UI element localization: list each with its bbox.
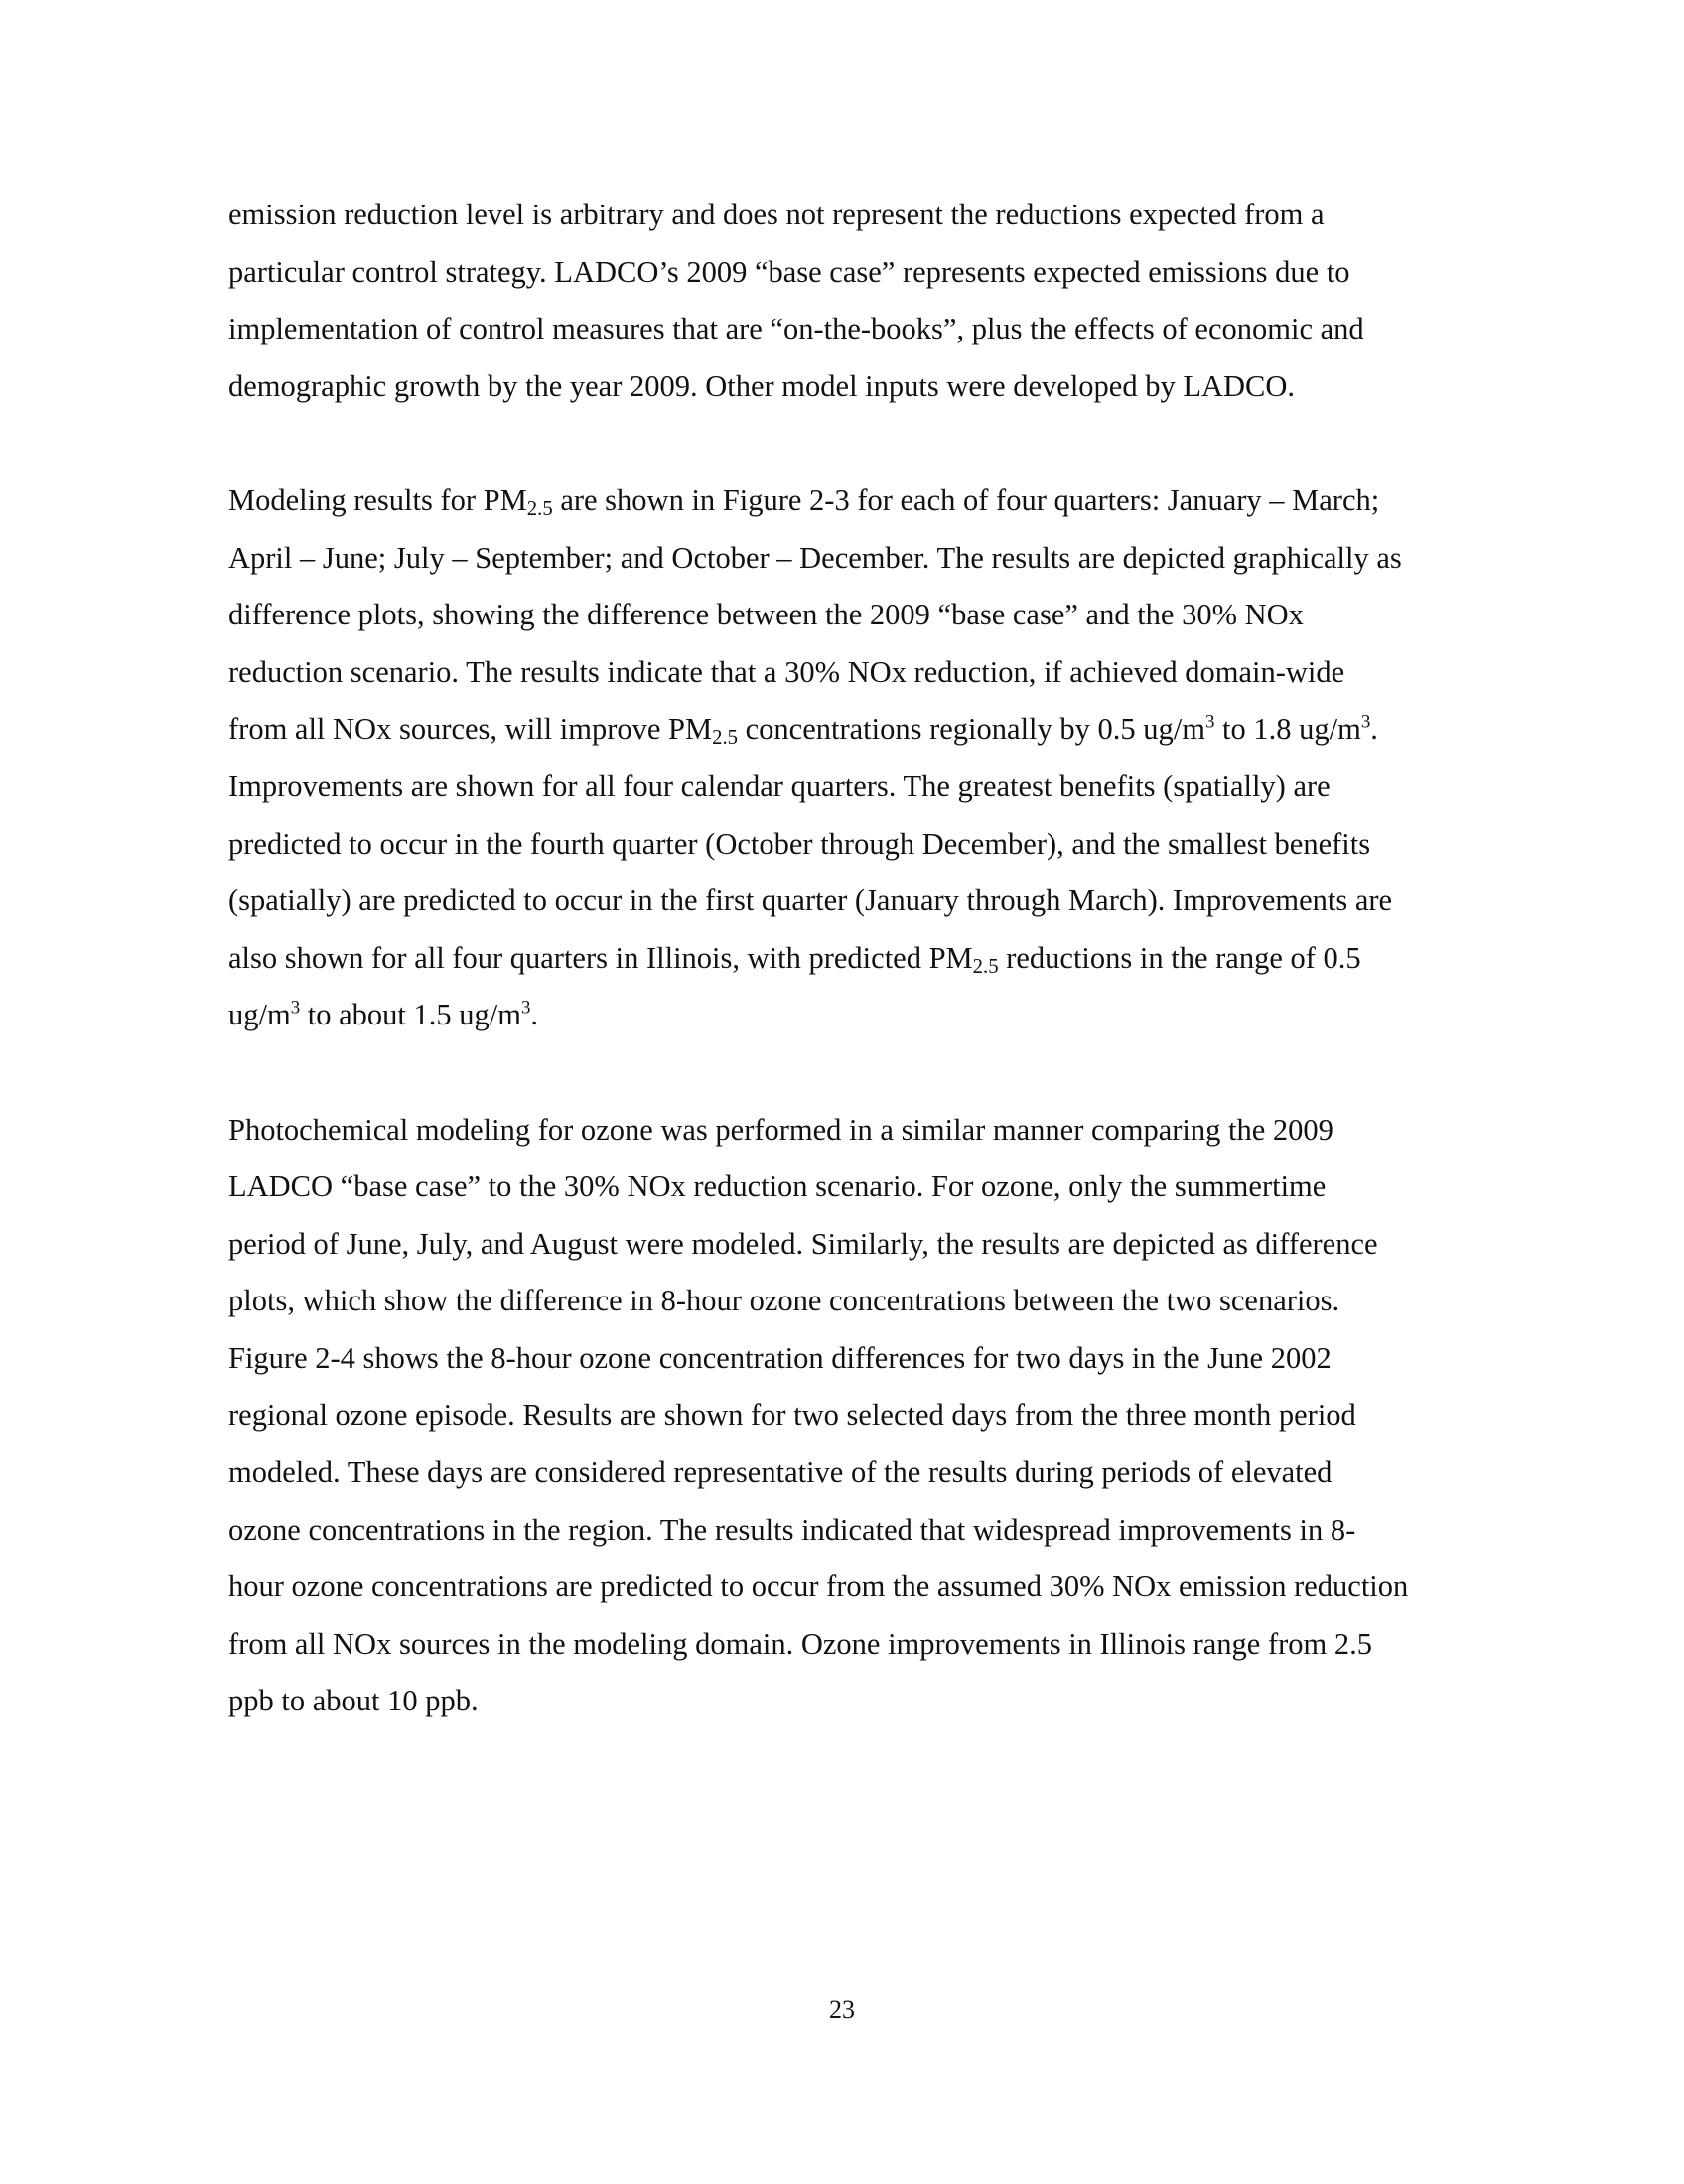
text-segment: Figure 2-4 shows the 8-hour ozone concentration differences for two days in the June 2002: [228, 1340, 1332, 1375]
text-line: [228, 758, 1519, 816]
text-line: [228, 1673, 1519, 1730]
text-segment: Improvements are shown for all four calendar quarters. The greatest benefits (spatially) are: [228, 768, 1331, 803]
text-segment: demographic growth by the year 2009. Other model inputs were developed by LADCO.: [228, 368, 1296, 403]
text-segment: Photochemical modeling for ozone was performed in a similar manner comparing the 2009: [228, 1112, 1333, 1147]
text-segment: Modeling results for PM: [228, 482, 527, 517]
text-segment: implementation of control measures that are “on-the-books”, plus the effects of economic and: [228, 312, 1364, 346]
text-segment: regional ozone episode. Results are shown for two selected days from the three month period: [228, 1398, 1356, 1433]
text-segment: are shown in Figure 2-3 for each of four quarters: January – March;: [552, 482, 1380, 517]
text-line: [228, 1559, 1519, 1616]
body-text: [228, 187, 1519, 1730]
text-segment: concentrations regionally by 0.5 ug/m: [738, 712, 1205, 747]
superscript: 3: [1204, 712, 1215, 733]
subscript: 2.5: [972, 955, 999, 978]
text-segment: reduction scenario. The results indicate that a 30% NOx reduction, if achieved domain-wide: [228, 654, 1345, 689]
text-segment: reductions in the range of 0.5: [998, 940, 1361, 975]
text-segment: particular control strategy. LADCO’s 2009 “base case” represents expected emissions due to: [228, 254, 1350, 289]
text-line: [228, 1330, 1519, 1388]
text-line: [228, 644, 1519, 702]
superscript: 3: [290, 997, 301, 1019]
text-line: [228, 244, 1519, 302]
text-line: [228, 1444, 1519, 1502]
text-segment: to about 1.5 ug/m: [300, 998, 521, 1032]
page-number: 23: [829, 1995, 855, 2024]
text-line: [228, 358, 1519, 416]
text-segment: modeled. These days are considered representative of the results during periods of elevated: [228, 1455, 1333, 1490]
text-segment: emission reduction level is arbitrary and does not represent the reductions expected from a: [228, 198, 1325, 231]
text-line: [228, 187, 1519, 244]
text-segment: ppb to about 10 ppb.: [228, 1684, 479, 1718]
text-segment: ug/m: [228, 998, 291, 1032]
text-line: [228, 587, 1519, 644]
superscript: 3: [520, 997, 531, 1019]
text-segment: predicted to occur in the fourth quarter (October through December), and the smallest benefits: [228, 826, 1371, 861]
text-line: [228, 930, 1519, 988]
text-line: [228, 701, 1519, 758]
text-segment: (spatially) are predicted to occur in the first quarter (January through March). Improvements are: [228, 884, 1393, 918]
superscript: 3: [1360, 712, 1371, 733]
paragraph-1: [228, 187, 1519, 415]
text-segment: LADCO “base case” to the 30% NOx reduction scenario. For ozone, only the summertime: [228, 1169, 1327, 1204]
text-line: [228, 1502, 1519, 1560]
text-segment: ozone concentrations in the region. The results indicated that widespread improvements in 8-: [228, 1512, 1356, 1547]
text-line: [228, 1616, 1519, 1674]
paragraph-3: [228, 1102, 1519, 1731]
text-line: [228, 1273, 1519, 1330]
text-line: [228, 1216, 1519, 1274]
text-segment: hour ozone concentrations are predicted to occur from the assumed 30% NOx emission reduction: [228, 1570, 1409, 1604]
subscript: 2.5: [712, 727, 739, 750]
text-segment: to 1.8 ug/m: [1214, 712, 1361, 747]
text-line: [228, 473, 1519, 530]
text-segment: from all NOx sources, will improve PM: [228, 712, 713, 747]
text-line: [228, 1387, 1519, 1444]
text-segment: .: [530, 998, 539, 1032]
text-line: [228, 816, 1519, 874]
text-line: [228, 530, 1519, 588]
text-segment: also shown for all four quarters in Illinois, with predicted PM: [228, 940, 973, 975]
text-segment: April – June; July – September; and October – December. The results are depicted graphically as: [228, 540, 1402, 575]
text-segment: difference plots, showing the difference between the 2009 “base case” and the 30% NOx: [228, 598, 1304, 632]
text-segment: period of June, July, and August were modeled. Similarly, the results are depicted as difference: [228, 1226, 1378, 1261]
text-segment: from all NOx sources in the modeling domain. Ozone improvements in Illinois range from 2.5: [228, 1626, 1372, 1661]
text-line: [228, 873, 1519, 930]
paragraph-2: [228, 473, 1519, 1044]
subscript: 2.5: [526, 498, 553, 521]
text-segment: .: [1370, 712, 1378, 747]
text-line: [228, 301, 1519, 358]
text-line: [228, 1102, 1519, 1160]
text-line: [228, 1159, 1519, 1216]
text-line: [228, 987, 1519, 1044]
text-segment: plots, which show the difference in 8-hour ozone concentrations between the two scenarios.: [228, 1284, 1340, 1318]
